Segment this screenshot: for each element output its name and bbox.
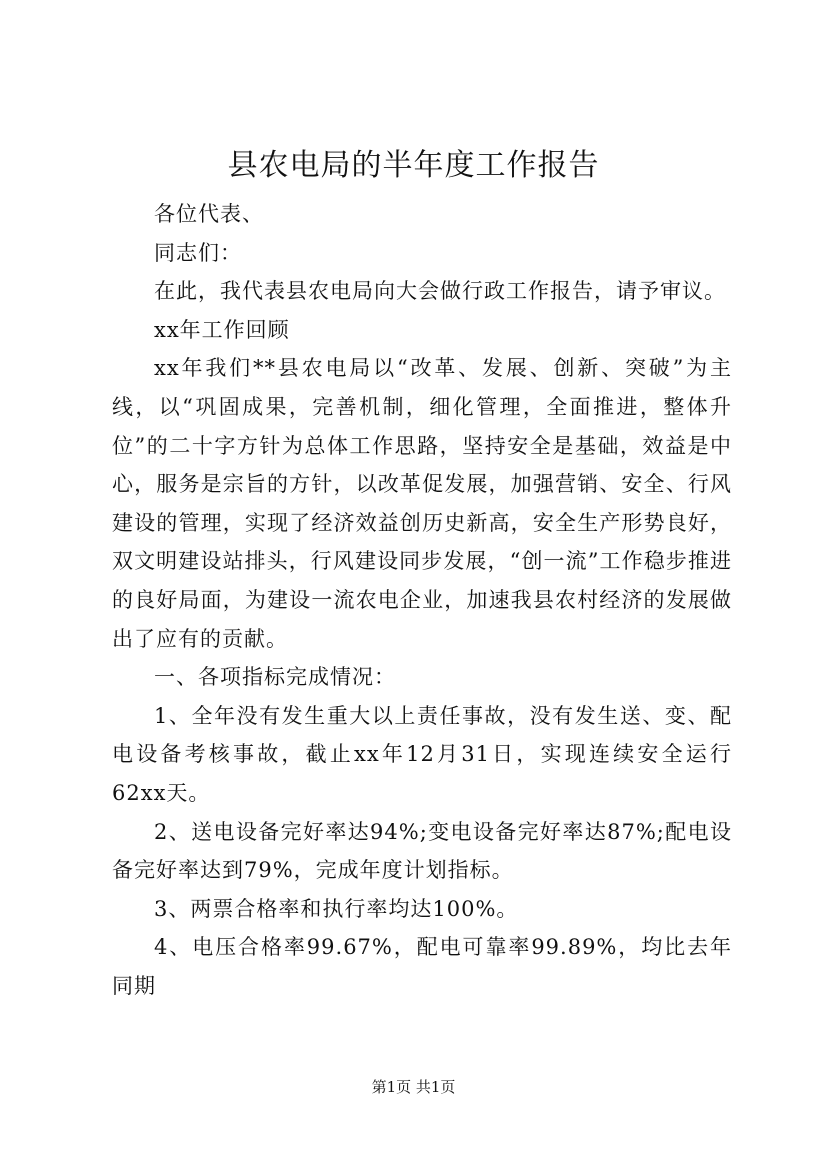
greeting-comrades: 同志们：	[154, 240, 242, 265]
indicator-item-2: 2、送电设备完好率达94%;变电设备完好率达87%;配电设备完好率达到79%，完成年度计划指标。	[112, 819, 732, 883]
indicator-item-4: 4、电压合格率99.67%，配电可靠率99.89%，均比去年同期	[112, 935, 732, 998]
section-heading-indicators: 一、各项指标完成情况：	[154, 665, 396, 690]
greeting-representatives: 各位代表、	[154, 202, 264, 226]
page-footer: 第1页 共1页	[371, 1078, 456, 1096]
section-heading-review: xx年工作回顾	[154, 317, 290, 342]
indicator-item-3: 3、两票合格率和执行率均达100%。	[154, 896, 519, 921]
document-title: 县农电局的半年度工作报告	[227, 148, 600, 183]
review-paragraph: xx年我们**县农电局以“改革、发展、创新、突破”为主线，以“巩固成果，完善机制，细化管理，全面推进，整体升位”的二十字方针为总体工作思路，坚持安全是基础，效益是中心，服务是宗旨的方针，以改革促发展，加强营销、安全、行风建设的管理，实现了经济效益创历史新高，安全生产形势良好，双文明建设站排头，行风建设同步发展，“创一流”工作稳步推进的良好局面，为建设一流农电企业，加速我县农村经济的发展做出了应有的贡献。	[112, 356, 732, 651]
indicator-item-1: 1、全年没有发生重大以上责任事故，没有发生送、变、配电设备考核事故，截止xx年12月31日，实现连续安全运行62xx天。	[112, 703, 732, 805]
document-body	[112, 195, 732, 1005]
intro-paragraph: 在此，我代表县农电局向大会做行政工作报告，请予审议。	[154, 279, 726, 304]
